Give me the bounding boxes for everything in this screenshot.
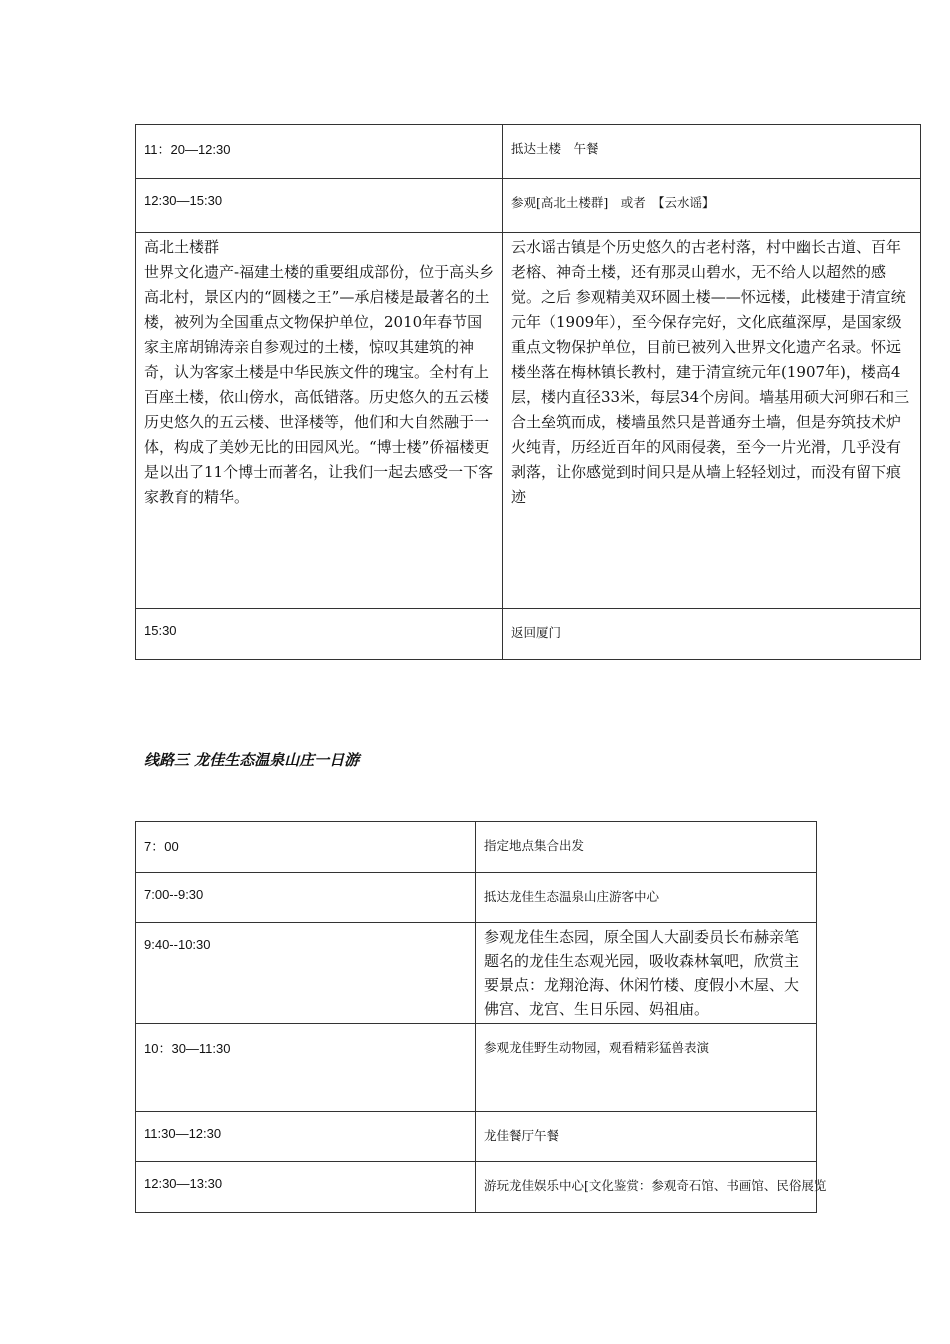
activity-cell: 抵达土楼 午餐 (503, 125, 921, 179)
table-row (136, 233, 921, 609)
yunshuiyao-description: 云水谣古镇是个历史悠久的古老村落，村中幽长古道、百年老榕、神奇土楼，还有那灵山碧水，无不给人以超然的感觉。之后 参观精美双环圆土楼——怀远楼，此楼建于清宣统元年（1909年），至今保存完好，文化底蕴深厚，是国家级重点文物保护单位，目前已被列入世界文化遗产名录。怀远楼坐落在梅林镇长教村，建于清宣统元年(1907年)，楼高4层，楼内直径33米，每层34个房间。墙基用硕大河卵石和三合土垒筑而成，楼墙虽然只是普通夯土墙，但是夯筑技术炉火纯青，历经近百年的风雨侵袭，至今一片光滑，几乎没有剥落，让你感觉到时间只是从墙上轻轻划过，而没有留下痕迹 (511, 238, 910, 506)
activity-cell: 参观龙佳野生动物园，观看精彩猛兽表演 (476, 1024, 817, 1112)
time-cell: 11：20—12:30 (136, 125, 503, 179)
section-title: 线路三 龙佳生态温泉山庄一日游 (144, 751, 360, 769)
activity-cell: 参观龙佳生态园，原全国人大副委员长布赫亲笔题名的龙佳生态观光园，吸收森林氧吧，欣赏主要景点：龙翔沧海、休闲竹楼、度假小木屋、大佛宫、龙宫、生日乐园、妈祖庙。 (476, 923, 817, 1024)
table-row (136, 179, 921, 233)
activity-cell: 龙佳餐厅午餐 (476, 1112, 817, 1162)
time-cell: 11:30—12:30 (136, 1112, 476, 1162)
time-cell: 15:30 (136, 609, 503, 660)
table-row (136, 1162, 817, 1213)
table-row (136, 822, 817, 873)
gaobei-heading: 高北土楼群 (144, 238, 220, 256)
activity-cell: 参观[高北土楼群] 或者 【云水谣】 (503, 179, 921, 233)
activity-text: 游玩龙佳娱乐中心[文化鉴赏：参观奇石馆、书画馆、民俗展览 (484, 1178, 827, 1193)
activity-cell (476, 1162, 827, 1213)
table-row (136, 125, 921, 179)
table-row (136, 1112, 817, 1162)
table-row (136, 1024, 817, 1112)
table-row (136, 609, 921, 660)
time-cell: 10：30—11:30 (136, 1024, 476, 1112)
activity-cell: 返回厦门 (503, 609, 921, 660)
gaobei-detail-cell (136, 233, 503, 609)
itinerary-table-2 (135, 821, 827, 1213)
time-cell: 9:40--10:30 (136, 923, 476, 1024)
time-cell: 12:30—15:30 (136, 179, 503, 233)
time-cell: 7：00 (136, 822, 476, 873)
time-cell: 12:30—13:30 (136, 1162, 476, 1213)
gaobei-description: 世界文化遗产-福建土楼的重要组成部份，位于高头乡高北村，景区内的“圆楼之王”—承启楼是最著名的土楼，被列为全国重点文物保护单位，2010年春节国家主席胡锦涛亲自参观过的土楼，惊叹其建筑的神奇，认为客家土楼是中华民族文件的瑰宝。全村有上百座土楼，依山傍水，高低错落。历史悠久的五云楼历史悠久的五云楼、世泽楼等，他们和大自然融于一体，构成了美妙无比的田园风光。“博士楼”侨福楼更是以出了11个博士而著名，让我们一起去感受一下客家教育的精华。 (144, 263, 495, 506)
itinerary-table-1 (135, 124, 921, 660)
time-cell: 7:00--9:30 (136, 873, 476, 923)
activity-cell: 指定地点集合出发 (476, 822, 817, 873)
activity-cell: 抵达龙佳生态温泉山庄游客中心 (476, 873, 817, 923)
table-row (136, 923, 817, 1024)
yunshuiyao-detail-cell (503, 233, 921, 609)
table-row (136, 873, 817, 923)
